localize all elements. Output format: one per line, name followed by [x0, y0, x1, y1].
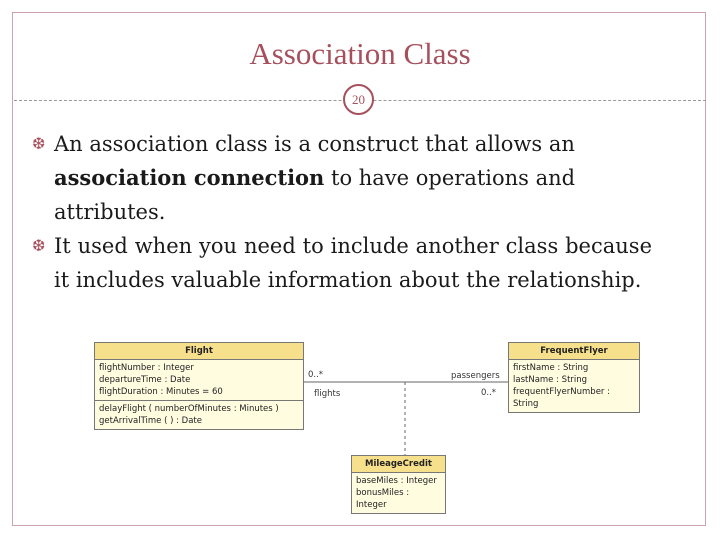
- slide-title: Association Class: [249, 36, 471, 71]
- left-multiplicity: 0..*: [308, 370, 324, 380]
- mileage-credit-class-name: MileageCredit: [352, 456, 445, 473]
- flight-attribute: departureTime : Date: [99, 375, 191, 385]
- flight-operations: [95, 401, 303, 429]
- frequent-flyer-class: [508, 342, 640, 413]
- frequent-flyer-attribute: frequentFlyerNumber : String: [513, 387, 610, 409]
- bullet-text: It used when you need to include another class because it includes valuable information about the relationship.: [54, 234, 652, 292]
- frequent-flyer-attribute: firstName : String: [513, 363, 589, 373]
- passengers-role-label: passengers: [451, 371, 500, 381]
- frequent-flyer-class-name: FrequentFlyer: [509, 343, 639, 360]
- mileage-credit-attributes: [352, 473, 445, 513]
- mileage-credit-attribute: baseMiles : Integer: [356, 476, 437, 486]
- uml-class-diagram: [90, 338, 650, 523]
- right-multiplicity: 0..*: [481, 388, 497, 398]
- bullet-item: [32, 229, 652, 297]
- bullet-marker-icon: ❆: [32, 236, 46, 255]
- bullet-text-emphasis: association connection: [54, 165, 325, 190]
- flight-class-name: Flight: [95, 343, 303, 360]
- slide-number: 20: [343, 84, 374, 115]
- frequent-flyer-attributes: [509, 360, 639, 412]
- mileage-credit-class: [351, 455, 446, 514]
- flight-class: [94, 342, 304, 430]
- bullet-marker-icon: ❆: [32, 134, 46, 153]
- flight-attributes: [95, 360, 303, 401]
- flights-role-label: flights: [314, 389, 341, 399]
- bullet-item: [32, 127, 652, 229]
- mileage-credit-attribute: bonusMiles : Integer: [356, 488, 410, 510]
- flight-operation: delayFlight ( numberOfMinutes : Minutes ): [99, 404, 279, 414]
- flight-operation: getArrivalTime ( ) : Date: [99, 416, 202, 426]
- flight-attribute: flightNumber : Integer: [99, 363, 194, 373]
- bullet-list: [32, 127, 652, 297]
- bullet-text-tail: to have operations and attributes.: [54, 166, 576, 224]
- frequent-flyer-attribute: lastName : String: [513, 375, 588, 385]
- bullet-text-lead: An association class is a construct that allows an: [54, 132, 575, 156]
- flight-attribute: flightDuration : Minutes = 60: [99, 387, 223, 397]
